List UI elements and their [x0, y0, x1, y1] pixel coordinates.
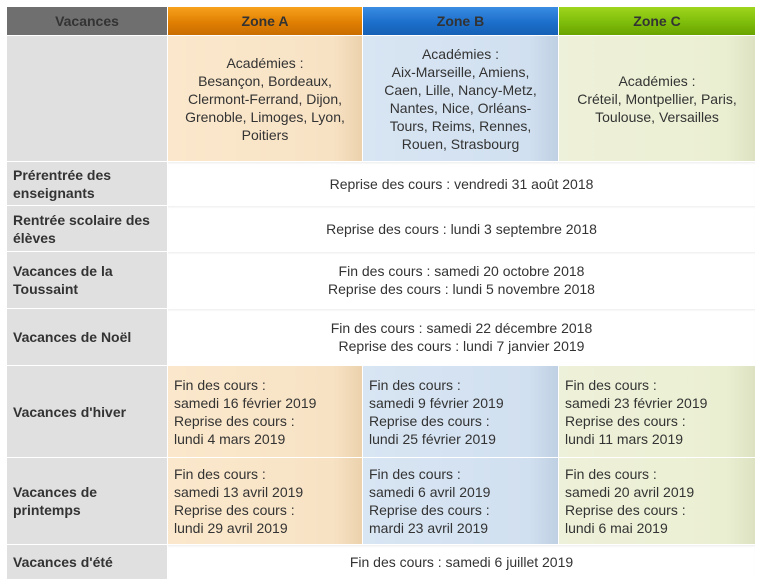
- row-label: Vacances de la Toussaint: [7, 252, 167, 308]
- academies-line: Rouen, Strasbourg: [401, 135, 520, 152]
- end-date: samedi 20 avril 2019: [565, 484, 695, 500]
- academies-title: Académies :: [618, 72, 696, 89]
- date-line: Reprise des cours : lundi 5 novembre 2018: [328, 281, 595, 297]
- school-holidays-table: [6, 6, 756, 580]
- resume-date: lundi 11 mars 2019: [565, 430, 684, 447]
- academies-zone-a: [168, 36, 362, 161]
- row-hiver: [7, 366, 755, 457]
- end-label: Fin des cours :: [369, 466, 461, 482]
- end-label: Fin des cours :: [565, 376, 657, 393]
- row-label: Vacances d'hiver: [7, 366, 167, 457]
- resume-date: lundi 4 mars 2019: [174, 430, 286, 447]
- end-date: samedi 6 avril 2019: [369, 484, 491, 500]
- date-line: Fin des cours : samedi 6 juillet 2019: [349, 554, 574, 570]
- academies-label-cell: [7, 36, 167, 161]
- end-label: Fin des cours :: [174, 376, 266, 393]
- date-line: Fin des cours : samedi 20 octobre 2018: [338, 263, 585, 279]
- zone-a-cell: [168, 458, 362, 544]
- row-ete: [7, 545, 755, 579]
- row-label: Rentrée scolaire des élèves: [7, 206, 167, 251]
- date-line: Reprise des cours : lundi 7 janvier 2019: [338, 338, 585, 354]
- end-date: samedi 13 avril 2019: [174, 484, 304, 500]
- academies-line: Créteil, Montpellier, Paris,: [577, 90, 737, 107]
- resume-date: lundi 29 avril 2019: [174, 520, 288, 536]
- academies-line: Toulouse, Versailles: [595, 108, 719, 125]
- header-zone-c: Zone C: [559, 7, 755, 35]
- zone-b-cell: [363, 366, 558, 457]
- header-row: [7, 7, 755, 35]
- resume-label: Reprise des cours :: [174, 502, 295, 518]
- end-date: samedi 16 février 2019: [174, 394, 317, 411]
- row-label: Vacances de printemps: [7, 458, 167, 544]
- academies-line: Caen, Lille, Nancy-Metz,: [384, 81, 537, 98]
- academies-row: [7, 36, 755, 161]
- all-zones-cell: [168, 162, 755, 205]
- resume-label: Reprise des cours :: [565, 412, 686, 429]
- academies-line: Aix-Marseille, Amiens,: [391, 63, 530, 80]
- academies-title: Académies :: [226, 54, 304, 71]
- date-line: Fin des cours : samedi 22 décembre 2018: [330, 320, 593, 336]
- resume-date: mardi 23 avril 2019: [369, 520, 489, 536]
- academies-zone-c: [559, 36, 755, 161]
- resume-label: Reprise des cours :: [369, 412, 490, 429]
- all-zones-cell: [168, 252, 755, 308]
- end-date: samedi 23 février 2019: [565, 394, 708, 411]
- academies-zone-b: [363, 36, 558, 161]
- zone-a-cell: [168, 366, 362, 457]
- header-vacances: Vacances: [7, 7, 167, 35]
- academies-line: Clermont-Ferrand, Dijon,: [187, 90, 343, 107]
- resume-date: lundi 6 mai 2019: [565, 520, 668, 536]
- academies-line: Nantes, Nice, Orléans-: [389, 99, 532, 116]
- row-noel: [7, 309, 755, 365]
- end-label: Fin des cours :: [174, 466, 266, 482]
- academies-title: Académies :: [421, 45, 500, 62]
- row-prerentree: [7, 162, 755, 205]
- zone-c-cell: [559, 458, 755, 544]
- row-toussaint: [7, 252, 755, 308]
- row-label: Vacances de Noël: [7, 309, 167, 365]
- date-line: Reprise des cours : lundi 3 septembre 2018: [326, 220, 597, 237]
- zone-b-cell: [363, 458, 558, 544]
- resume-label: Reprise des cours :: [174, 412, 295, 429]
- header-zone-a: Zone A: [168, 7, 362, 35]
- resume-date: lundi 25 février 2019: [369, 430, 496, 447]
- all-zones-cell: [168, 545, 755, 579]
- academies-line: Tours, Reims, Rennes,: [389, 117, 532, 134]
- date-line: Reprise des cours : vendredi 31 août 2018: [329, 175, 594, 192]
- end-label: Fin des cours :: [369, 376, 461, 393]
- row-label: Prérentrée des enseignants: [7, 162, 167, 205]
- header-zone-b: Zone B: [363, 7, 558, 35]
- row-rentree: [7, 206, 755, 251]
- academies-line: Besançon, Bordeaux,: [198, 72, 332, 89]
- all-zones-cell: [168, 309, 755, 365]
- academies-line: Grenoble, Limoges, Lyon,: [185, 108, 345, 125]
- all-zones-cell: [168, 206, 755, 251]
- zone-c-cell: [559, 366, 755, 457]
- end-date: samedi 9 février 2019: [369, 394, 504, 411]
- row-printemps: [7, 458, 755, 544]
- resume-label: Reprise des cours :: [565, 502, 686, 518]
- academies-line: Poitiers: [241, 126, 289, 143]
- row-label: Vacances d'été: [7, 545, 167, 579]
- end-label: Fin des cours :: [565, 466, 657, 482]
- resume-label: Reprise des cours :: [369, 502, 490, 518]
